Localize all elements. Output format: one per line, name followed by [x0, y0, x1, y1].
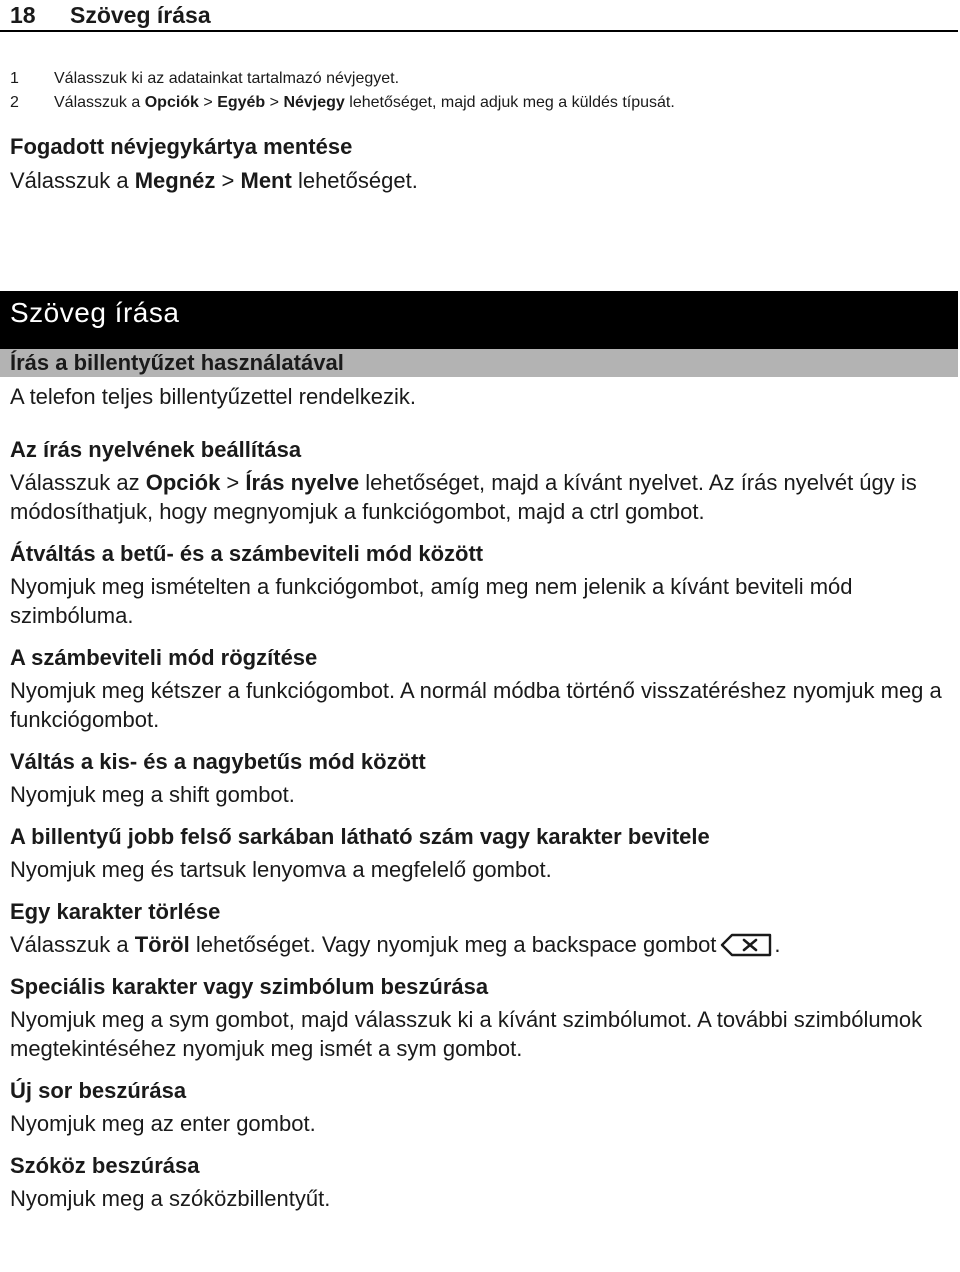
step-number: 2: [10, 94, 19, 111]
text-run: Válasszuk a: [10, 168, 135, 193]
step-text: [54, 94, 950, 112]
separator: >: [265, 94, 284, 111]
topic-upper-char: [10, 822, 950, 884]
step-number: 1: [10, 70, 19, 87]
topic-heading: Szóköz beszúrása: [10, 1153, 200, 1178]
text-run: Válasszuk a: [54, 94, 145, 111]
menu-option-iras-nyelve: Írás nyelve: [245, 470, 360, 495]
topic-heading: Speciális karakter vagy szimbólum beszúrása: [10, 974, 489, 999]
section-subtitle: Írás a billentyűzet használatával: [10, 350, 344, 375]
page-number: 18: [10, 2, 36, 28]
topic-newline: [10, 1076, 950, 1138]
topic-lock-numeric: [10, 643, 950, 734]
step-1: [10, 70, 950, 88]
text-run: lehetőséget.: [291, 168, 418, 193]
topic-text: [10, 930, 950, 959]
menu-option-ment: Ment: [240, 168, 292, 193]
topic-text: [10, 468, 950, 526]
topic-text: Nyomjuk meg a szóközbillentyűt.: [10, 1186, 331, 1211]
topic-heading: Átváltás a betű- és a számbeviteli mód között: [10, 541, 484, 566]
upper-content: [10, 70, 950, 196]
text-run: lehetőséget. Vagy nyomjuk meg a backspace gombot: [189, 932, 717, 957]
section-intro: A telefon teljes billentyűzettel rendelkezik.: [10, 384, 417, 409]
topic-case: [10, 747, 950, 809]
topic-delete: [10, 897, 950, 959]
menu-option-nevjegy: Névjegy: [283, 94, 345, 111]
step-2: [10, 94, 950, 112]
topic-text: Nyomjuk meg az enter gombot.: [10, 1111, 316, 1136]
menu-option-egyeb: Egyéb: [217, 94, 266, 111]
topic-heading: Váltás a kis- és a nagybetűs mód között: [10, 749, 426, 774]
received-card-text: [10, 166, 950, 196]
topic-heading: Új sor beszúrása: [10, 1078, 187, 1103]
backspace-icon: [720, 933, 774, 957]
separator: >: [198, 94, 218, 111]
step-text: Válasszuk ki az adatainkat tartalmazó névjegyet.: [54, 70, 400, 87]
topic-text: Nyomjuk meg a shift gombot.: [10, 782, 295, 807]
running-title: Szöveg írása: [70, 2, 211, 28]
topic-language: [10, 435, 950, 526]
menu-option-opciok: Opciók: [144, 94, 199, 111]
topic-heading: A billentyű jobb felső sarkában látható szám vagy karakter bevitele: [10, 824, 710, 849]
section-title-bar: [0, 291, 958, 349]
page-header: [0, 0, 958, 32]
menu-option-opciok: Opciók: [145, 470, 221, 495]
topic-text: Nyomjuk meg ismételten a funkciógombot, amíg meg nem jelenik a kívánt beviteli mód szimbóluma.: [10, 574, 853, 628]
menu-option-megnez: Megnéz: [134, 168, 216, 193]
topic-heading: Az írás nyelvének beállítása: [10, 437, 302, 462]
lower-content: [10, 382, 950, 1226]
text-run: lehetőséget, majd a kívánt nyelvet. Az írás nyelvét úgy is módosíthatjuk, hogy megnyomjuk a funkciógombot, majd a ctrl gombot.: [10, 470, 917, 524]
topic-heading: A számbeviteli mód rögzítése: [10, 645, 318, 670]
received-card-heading: Fogadott névjegykártya mentése: [10, 134, 353, 159]
separator: >: [220, 470, 246, 495]
separator: >: [215, 168, 241, 193]
topic-heading: Egy karakter törlése: [10, 899, 221, 924]
text-run: Válasszuk a: [10, 932, 135, 957]
section-subtitle-bar: [0, 349, 958, 377]
text-run: .: [774, 932, 781, 957]
text-run: lehetőséget, majd adjuk meg a küldés típusát.: [344, 94, 675, 111]
section-title: Szöveg írása: [10, 297, 180, 328]
text-run: Válasszuk az: [10, 470, 146, 495]
topic-special: [10, 972, 950, 1063]
topic-text: Nyomjuk meg kétszer a funkciógombot. A normál módba történő visszatéréshez nyomjuk meg a funkciógombot.: [10, 678, 942, 732]
topic-switch-mode: [10, 539, 950, 630]
topic-text: Nyomjuk meg és tartsuk lenyomva a megfelelő gombot.: [10, 857, 552, 882]
menu-option-torol: Töröl: [134, 932, 190, 957]
topic-space: [10, 1151, 950, 1213]
topic-text: Nyomjuk meg a sym gombot, majd válasszuk ki a kívánt szimbólumot. A további szimbólumok megtekintéséhez nyomjuk meg ismét a sym gombot.: [10, 1007, 923, 1061]
